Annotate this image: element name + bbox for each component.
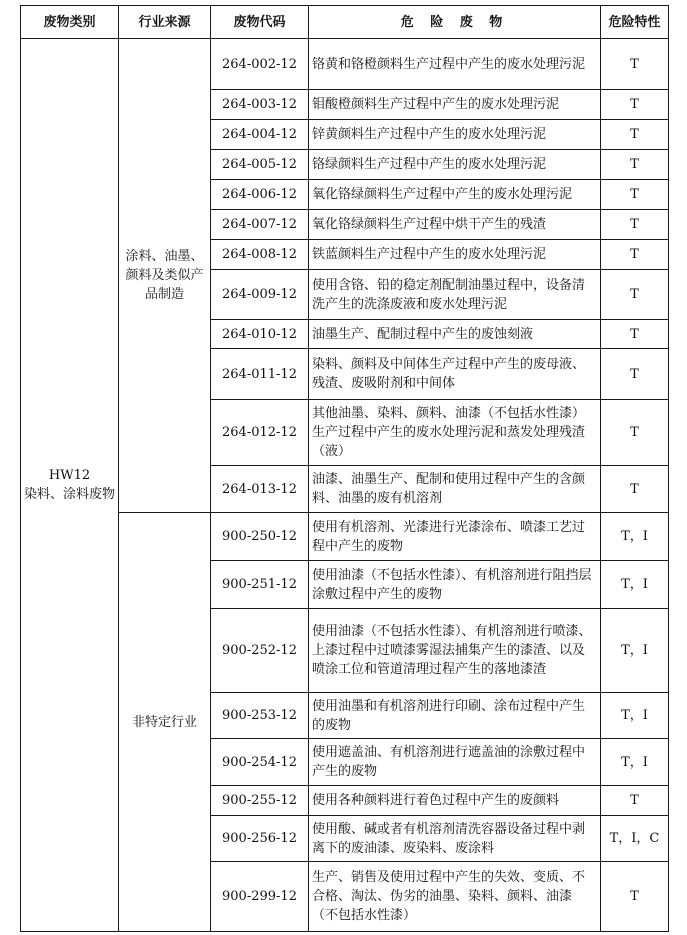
hazard-property: T，I: [601, 609, 669, 693]
waste-code: 900-256-12: [211, 816, 309, 862]
hazard-property: T: [601, 320, 669, 349]
waste-description: 氧化铬绿颜料生产过程中产生的废水处理污泥: [309, 180, 601, 210]
hazard-property: T: [601, 349, 669, 400]
hazard-property: T: [601, 180, 669, 210]
hazard-property: T: [601, 400, 669, 466]
waste-description: 油墨生产、配制过程中产生的废蚀刻液: [309, 320, 601, 349]
waste-code: 900-250-12: [211, 513, 309, 561]
category-code: HW12: [48, 468, 91, 483]
waste-code: 900-255-12: [211, 786, 309, 816]
waste-code: 264-002-12: [211, 39, 309, 90]
waste-code: 264-013-12: [211, 466, 309, 513]
hazard-property: T: [601, 120, 669, 150]
header-property: 危险特性: [601, 6, 669, 39]
header-row: [21, 6, 669, 39]
source-cell-non-specific: 非特定行业: [119, 513, 211, 932]
table-row: [21, 513, 669, 561]
hazard-property: T: [601, 39, 669, 90]
waste-code: 264-009-12: [211, 270, 309, 320]
waste-description: 铬黄和铬橙颜料生产过程中产生的废水处理污泥: [309, 39, 601, 90]
hazard-property: T: [601, 862, 669, 932]
waste-description: 染料、颜料及中间体生产过程中产生的废母液、残渣、废吸附剂和中间体: [309, 349, 601, 400]
waste-code: 264-012-12: [211, 400, 309, 466]
hazard-property: T: [601, 90, 669, 120]
waste-code: 900-251-12: [211, 561, 309, 609]
waste-description: 铁蓝颜料生产过程中产生的废水处理污泥: [309, 240, 601, 270]
waste-code: 264-003-12: [211, 90, 309, 120]
hazardous-waste-table: [20, 5, 669, 932]
waste-description: 油漆、油墨生产、配制和使用过程中产生的含颜料、油墨的废有机溶剂: [309, 466, 601, 513]
waste-description: 使用各种颜料进行着色过程中产生的废颜料: [309, 786, 601, 816]
hazard-property: T，I: [601, 513, 669, 561]
waste-description: 使用油漆（不包括水性漆）、有机溶剂进行喷漆、上漆过程中过喷漆雾湿法捕集产生的漆渣、以及喷涂工位和管道清理过程产生的落地漆渣: [309, 609, 601, 693]
category-name: 染料、涂料废物: [24, 487, 116, 502]
header-hazardous-waste: 危 险 废 物: [309, 6, 601, 39]
hazard-property: T: [601, 150, 669, 180]
hazard-property: T，I: [601, 739, 669, 786]
table-row: [21, 39, 669, 90]
waste-description: 使用含铬、铅的稳定剂配制油墨过程中，设备清洗产生的洗涤废液和废水处理污泥: [309, 270, 601, 320]
header-code: 废物代码: [211, 6, 309, 39]
header-category: 废物类别: [21, 6, 119, 39]
waste-code: 900-299-12: [211, 862, 309, 932]
waste-code: 264-010-12: [211, 320, 309, 349]
waste-description: 生产、销售及使用过程中产生的失效、变质、不合格、淘汰、伪劣的油墨、染料、颜料、油漆（不包括水性漆）: [309, 862, 601, 932]
category-cell: [21, 39, 119, 932]
waste-description: 使用油墨和有机溶剂进行印刷、涂布过程中产生的废物: [309, 693, 601, 739]
waste-description: 使用遮盖油、有机溶剂进行遮盖油的涂敷过程中产生的废物: [309, 739, 601, 786]
waste-code: 264-006-12: [211, 180, 309, 210]
hazard-property: T: [601, 466, 669, 513]
hazard-property: T: [601, 270, 669, 320]
waste-description: 氧化铬绿颜料生产过程中烘干产生的残渣: [309, 210, 601, 240]
hazard-property: T: [601, 240, 669, 270]
hazard-property: T: [601, 786, 669, 816]
hazard-property: T: [601, 210, 669, 240]
waste-description: 使用油漆（不包括水性漆）、有机溶剂进行阻挡层涂敷过程中产生的废物: [309, 561, 601, 609]
waste-description: 使用有机溶剂、光漆进行光漆涂布、喷漆工艺过程中产生的废物: [309, 513, 601, 561]
waste-description: 其他油墨、染料、颜料、油漆（不包括水性漆）生产过程中产生的废水处理污泥和蒸发处理残渣（液）: [309, 400, 601, 466]
source-cell-coatings: 涂料、油墨、颜料及类似产品制造: [119, 39, 211, 513]
waste-code: 264-008-12: [211, 240, 309, 270]
hazard-property: T，I: [601, 693, 669, 739]
waste-code: 900-254-12: [211, 739, 309, 786]
header-source: 行业来源: [119, 6, 211, 39]
waste-code: 900-253-12: [211, 693, 309, 739]
waste-description: 铬绿颜料生产过程中产生的废水处理污泥: [309, 150, 601, 180]
waste-code: 264-011-12: [211, 349, 309, 400]
waste-description: 使用酸、碱或者有机溶剂清洗容器设备过程中剥离下的废油漆、废染料、废涂料: [309, 816, 601, 862]
waste-code: 900-252-12: [211, 609, 309, 693]
waste-code: 264-007-12: [211, 210, 309, 240]
waste-code: 264-005-12: [211, 150, 309, 180]
waste-description: 锌黄颜料生产过程中产生的废水处理污泥: [309, 120, 601, 150]
hazard-property: T，I，C: [601, 816, 669, 862]
waste-description: 钼酸橙颜料生产过程中产生的废水处理污泥: [309, 90, 601, 120]
hazard-property: T，I: [601, 561, 669, 609]
waste-code: 264-004-12: [211, 120, 309, 150]
